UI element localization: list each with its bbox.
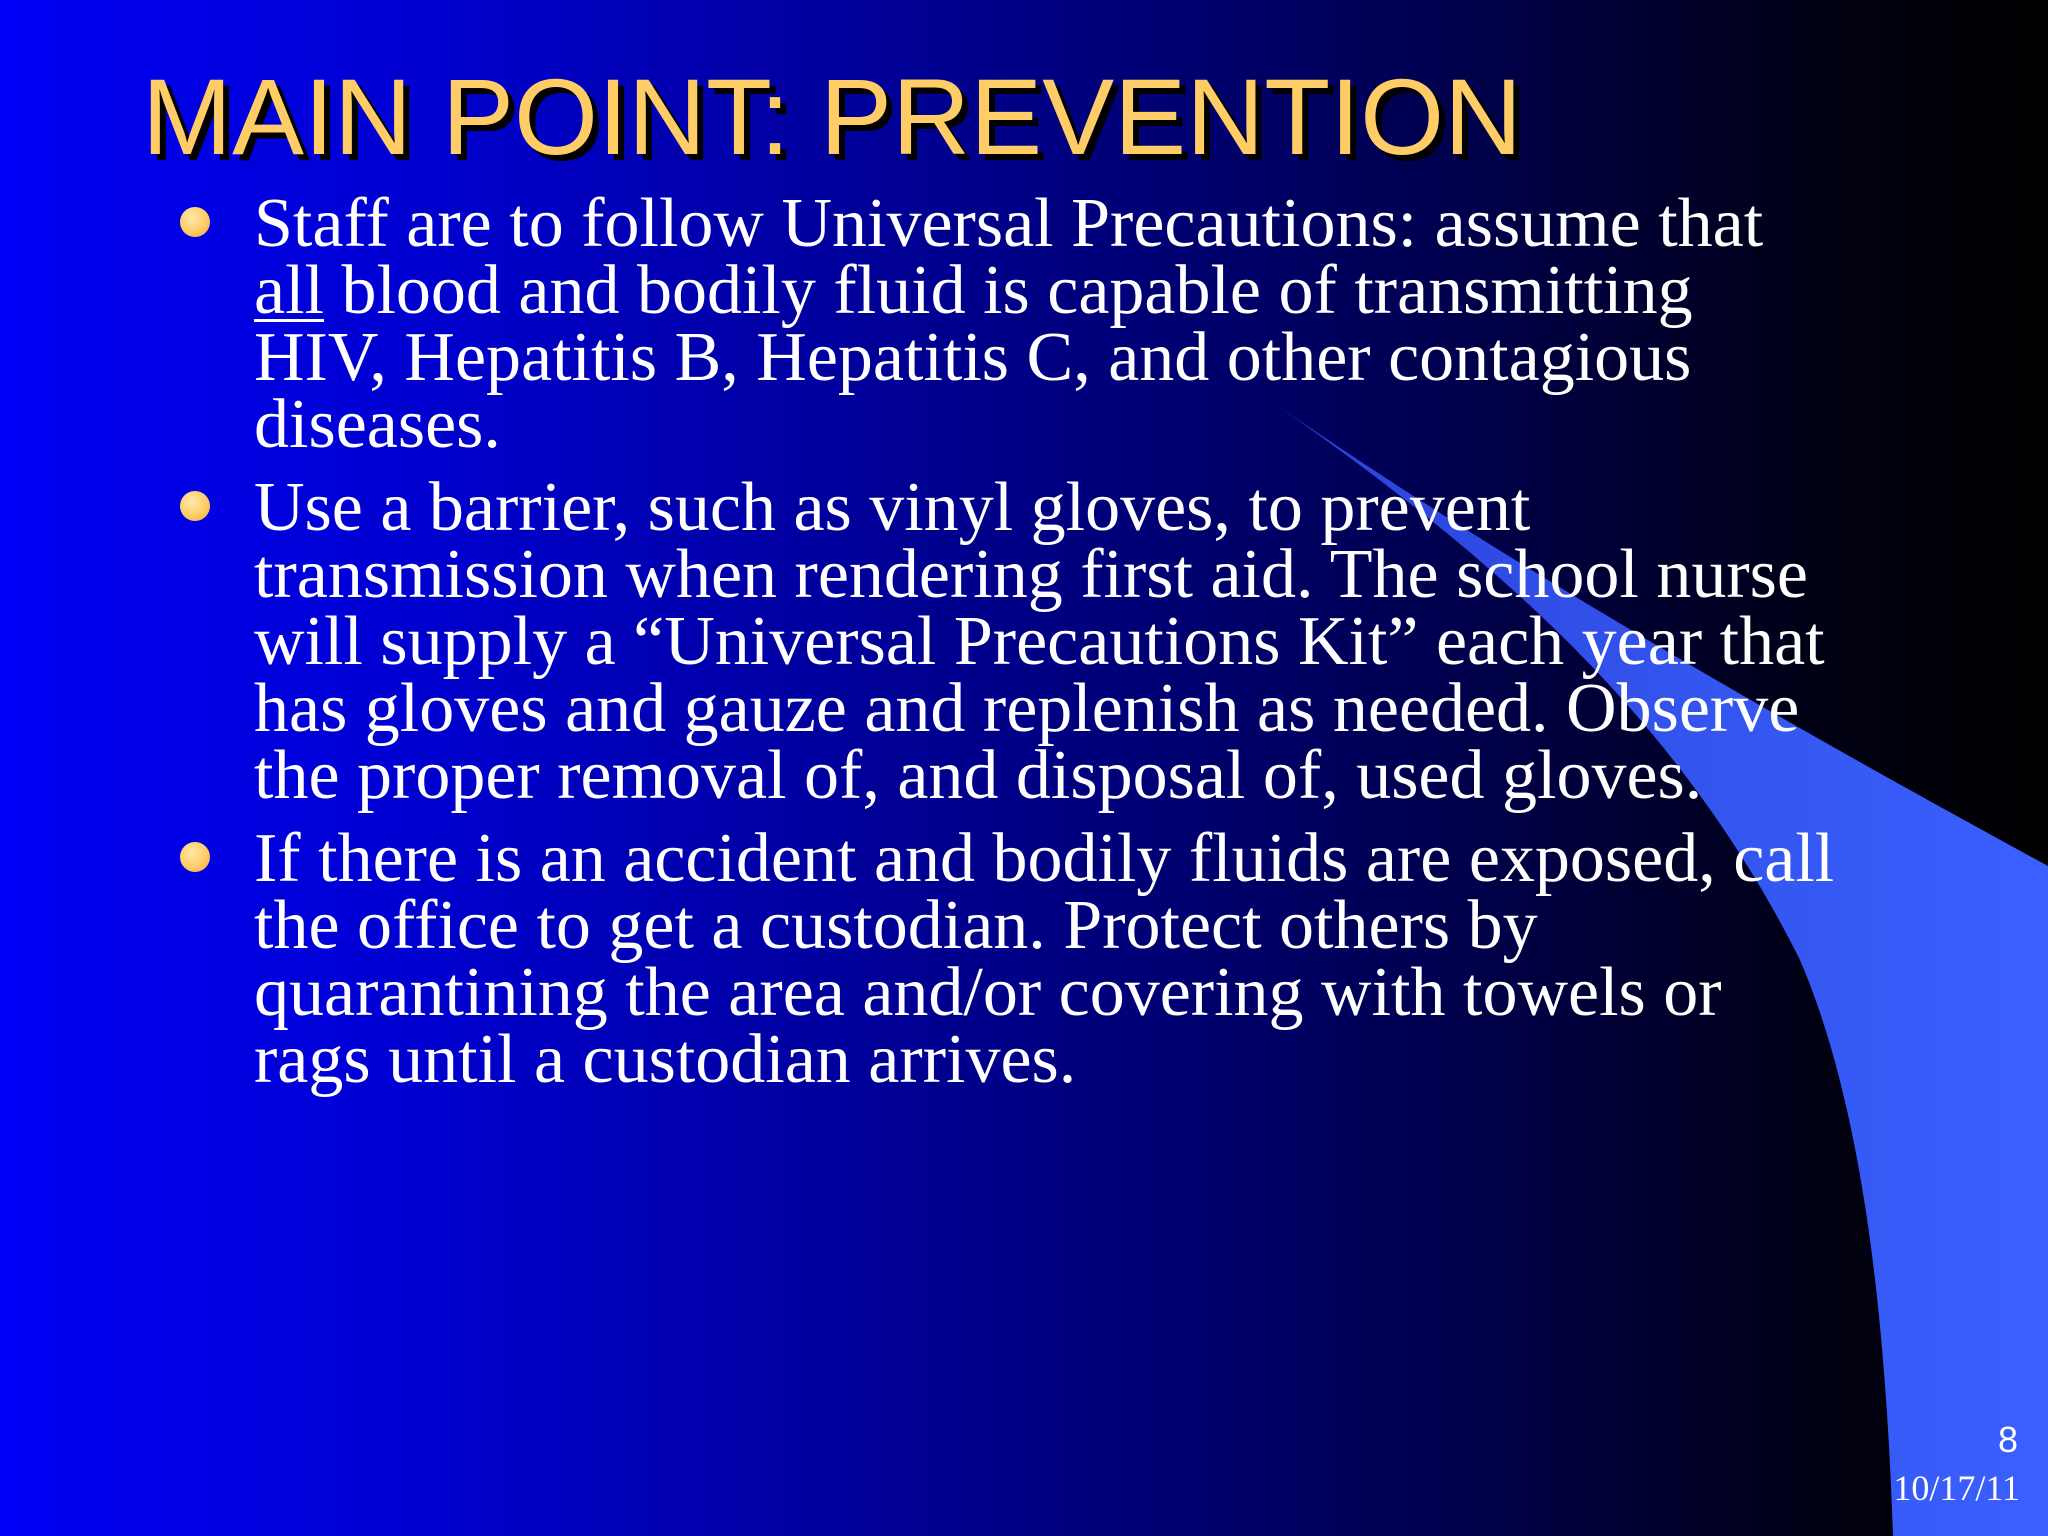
bullet-text-part: blood and bodily fluid is capable of transmitting HIV, Hepatitis B, Hepatitis C, and other contagious diseases. <box>254 252 1693 463</box>
bullet-item-universal-precautions <box>176 185 1836 463</box>
bullet-text-part: Staff are to follow Universal Precautions: assume that <box>254 185 1764 262</box>
bullet-text: Use a barrier, such as vinyl gloves, to prevent transmission when rendering first aid. The school nurse will supply a “Universal Precautions Kit” each year that has gloves and gauze and replenish as needed. Observe the proper removal of, and disposal of, used gloves. <box>254 469 1825 814</box>
emphasis-text: all <box>254 252 324 329</box>
slide-date: 10/17/11 <box>1893 1468 2020 1508</box>
bullet-item-barrier-gloves <box>176 469 1836 814</box>
slide-number: 8 <box>1997 1419 2018 1460</box>
bullet-list <box>176 185 1836 1098</box>
bullet-text: If there is an accident and bodily fluids are exposed, call the office to get a custodian. Protect others by quarantining the area and/or covering with towels or rags until a custodian arrives. <box>254 820 1835 1098</box>
slide-title: MAIN POINT: PREVENTION <box>142 56 1523 177</box>
bullet-icon <box>180 491 210 521</box>
bullet-icon <box>180 842 210 872</box>
bullet-icon <box>180 207 210 237</box>
bullet-item-accident-response <box>176 820 1836 1098</box>
